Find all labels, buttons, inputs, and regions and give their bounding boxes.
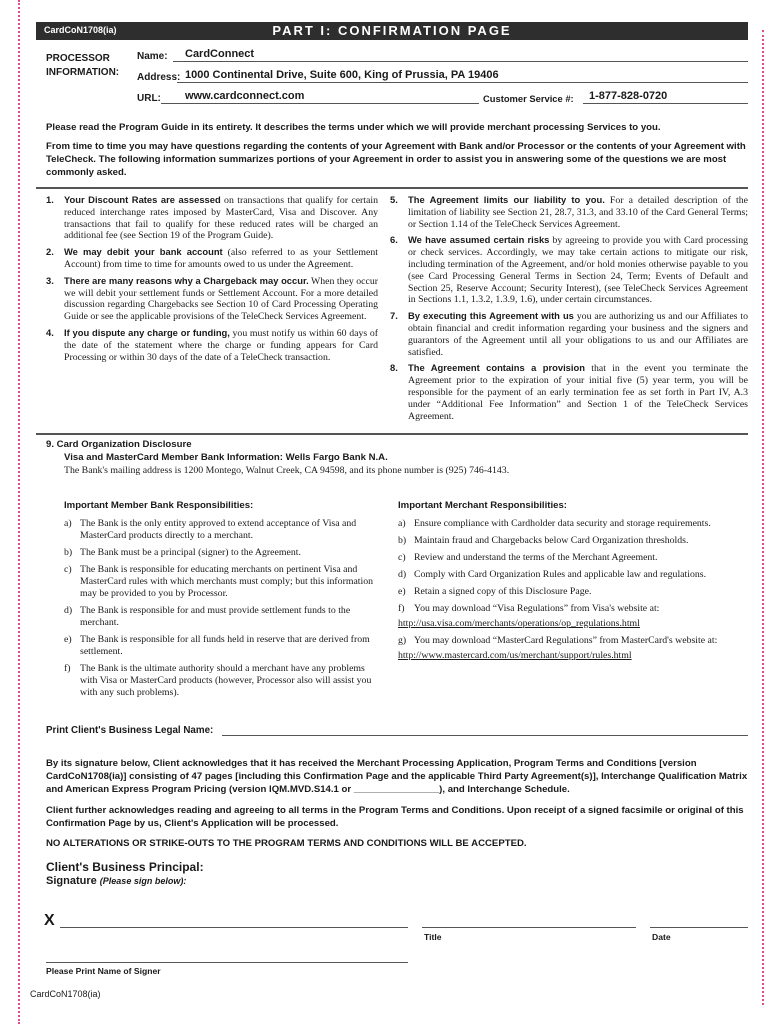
list-item: e) Retain a signed copy of this Disclosure Page. bbox=[398, 586, 592, 597]
header-bar bbox=[36, 22, 748, 40]
title-field[interactable] bbox=[422, 927, 636, 928]
address-value: 1000 Continental Drive, Suite 600, King of Prussia, PA 19406 bbox=[185, 69, 499, 81]
signature-label: Signature (Please sign below): bbox=[46, 875, 187, 887]
card-organization-disclosure bbox=[46, 438, 750, 477]
processor-url-row bbox=[137, 90, 748, 104]
title-label: Title bbox=[424, 932, 442, 942]
list-item: a) The Bank is the only entity approved to extend acceptance of Visa and MasterCard products directly to a merchant. bbox=[64, 518, 357, 541]
client-legal-name-row bbox=[46, 722, 748, 736]
print-name-field[interactable] bbox=[46, 962, 408, 963]
intro-paragraph-2: From time to time you may have questions regarding the contents of your Agreement with Bank and/or Processor or the contents of your Agreement with TeleCheck. The following information summarizes portions of your Agreement in order to assist you in answering some of the questions we are most commonly asked. bbox=[46, 141, 746, 178]
list-item: 1. Your Discount Rates are assessed on transactions that qualify for certain reduced interchange rates imposed by MasterCard, Visa and Discover. Any transactions that fail to qualify for these reduced rates will be charged an additional fee (see Section 19 of the Program Guide). bbox=[46, 194, 378, 242]
print-name-label: Please Print Name of Signer bbox=[46, 966, 161, 976]
list-item: d) Comply with Card Organization Rules and applicable law and regulations. bbox=[398, 569, 707, 580]
mastercard-regulations-link[interactable]: http://www.mastercard.com/us/merchant/support/rules.html bbox=[398, 650, 632, 661]
items-left-column bbox=[46, 194, 378, 367]
name-field[interactable] bbox=[173, 47, 748, 62]
merchant-responsibilities bbox=[398, 500, 748, 662]
list-item: 2. We may debit your bank account (also referred to as your Settlement Account) from time to time for amounts owed to us under the Agreement. bbox=[46, 246, 378, 270]
url-label: URL: bbox=[137, 93, 161, 104]
processor-name-row bbox=[137, 48, 748, 62]
client-legal-name-label: Print Client's Business Legal Name: bbox=[46, 725, 214, 736]
acknowledgement-paragraph-1: By its signature below, Client acknowledges that it has received the Merchant Processing Application, Program Terms and Conditions [version CardCoN1708(ia)] consisting of 47 pages [including this Confirmation Page and the applicable Third Party Agreement(s)], Interchange Qualification Matrix and American Express Program Pricing (version IQM.MVD.S14.1 or ________________), and Interchange Schedule. bbox=[46, 758, 748, 795]
divider bbox=[36, 433, 748, 435]
signature-x-mark: X bbox=[44, 912, 55, 929]
list-item: c) The Bank is responsible for educating merchants on pertinent Visa and MasterCard rules with which merchants must comply; but this information may be provided to you by Processor. bbox=[64, 564, 374, 599]
list-item: a) Ensure compliance with Cardholder data security and storage requirements. bbox=[398, 518, 711, 529]
list-item: 7. By executing this Agreement with us you are authorizing us and our Affiliates to obtain financial and credit information regarding your business and the signers and guarantors of the Agreement until all your obligations to us and our Affiliates are satisfied. bbox=[390, 310, 748, 358]
list-item: e) The Bank is responsible for all funds held in reserve that are derived from settlement. bbox=[64, 634, 370, 657]
no-alterations-notice: NO ALTERATIONS OR STRIKE-OUTS TO THE PROGRAM TERMS AND CONDITIONS WILL BE ACCEPTED. bbox=[46, 838, 527, 849]
list-item: 4. If you dispute any charge or funding, you must notify us within 60 days of the date of the statement where the charge or funding appears for Card Processing or within 30 days of the date of a TeleCheck transaction. bbox=[46, 326, 378, 363]
form-code: CardCoN1708(ia) bbox=[44, 25, 117, 35]
name-label: Name: bbox=[137, 51, 168, 62]
list-item: 6. We have assumed certain risks by agreeing to provide you with Card processing or check services. Accordingly, we may take certain actions to mitigate our risk, including termination of the Agreement, and/or hold monies otherwise payable to you (see Card Processing General Terms in Section 24, Term; Events of Default and Section 25, Reserve Account; Security Interest), (see TeleCheck Services Agreement in Sections 1.1, 1.3.2, 1.3.9, 1.6), under certain circumstances. bbox=[390, 234, 748, 306]
page-title: PART I: CONFIRMATION PAGE bbox=[272, 23, 512, 38]
perforation-left bbox=[18, 0, 20, 1024]
list-item: b) Maintain fraud and Chargebacks below Card Organization thresholds. bbox=[398, 535, 689, 546]
list-item: c) Review and understand the terms of the Merchant Agreement. bbox=[398, 552, 658, 563]
bank-responsibilities-heading: Important Member Bank Responsibilities: bbox=[64, 500, 254, 511]
intro-paragraph-1: Please read the Program Guide in its entirety. It describes the terms under which we will provide merchant processing Services to you. bbox=[46, 122, 661, 133]
client-legal-name-field[interactable] bbox=[222, 721, 748, 736]
acknowledgement-paragraph-2: Client further acknowledges reading and agreeing to all terms in the Program Terms and Conditions. Upon receipt of a signed facsimile or original of this Confirmation Page by us, Client's Application will be processed. bbox=[46, 805, 744, 829]
list-item: 8. The Agreement contains a provision that in the event you terminate the Agreement prior to the expiration of your initial five (5) year term, you will be responsible for the payment of an early termination fee as set forth in Part IV, A.3 under “Additional Fee Information” and Section 1 of the TeleCheck Services Agreement. bbox=[390, 362, 748, 422]
bank-responsibilities bbox=[64, 500, 380, 704]
bank-address: The Bank's mailing address is 1200 Montego, Walnut Creek, CA 94598, and its phone number is (925) 746-4143. bbox=[64, 465, 510, 476]
address-label: Address: bbox=[137, 72, 181, 83]
list-item: b) The Bank must be a principal (signer) to the Agreement. bbox=[64, 547, 301, 558]
list-item: g) You may download “MasterCard Regulations” from MasterCard's website at: bbox=[398, 635, 718, 646]
list-item: d) The Bank is responsible for and must provide settlement funds to the merchant. bbox=[64, 605, 351, 628]
divider bbox=[36, 187, 748, 189]
url-value: www.cardconnect.com bbox=[185, 90, 305, 102]
footer-form-code: CardCoN1708(ia) bbox=[30, 989, 101, 999]
merchant-responsibilities-heading: Important Merchant Responsibilities: bbox=[398, 500, 567, 511]
visa-regulations-link[interactable]: http://usa.visa.com/merchants/operations/op_regulations.html bbox=[398, 618, 640, 629]
list-item: f) The Bank is the ultimate authority should a merchant have any problems with Visa or MasterCard products (however, Processor also will assist you with any such problems). bbox=[64, 663, 372, 698]
processor-address-row bbox=[137, 69, 748, 83]
section-9-heading: 9. Card Organization Disclosure bbox=[46, 439, 192, 450]
list-item: f) You may download “Visa Regulations” from Visa's website at: bbox=[398, 603, 660, 614]
list-item: 3. There are many reasons why a Chargeback may occur. When they occur we will debit your settlement funds or Settlement Account. For a more detailed discussion regarding Chargebacks see Section 10 of Card Processing Operating Guide or see the applicable provisions of the TeleCheck Services Agreement. bbox=[46, 274, 379, 323]
signature-field[interactable] bbox=[60, 927, 408, 928]
processor-section-label: PROCESSOR INFORMATION: bbox=[46, 53, 120, 78]
date-field[interactable] bbox=[650, 927, 748, 928]
perforation-right bbox=[762, 30, 764, 1005]
customer-service-label: Customer Service #: bbox=[483, 93, 574, 104]
customer-service-value: 1-877-828-0720 bbox=[589, 90, 668, 102]
name-value: CardConnect bbox=[185, 48, 255, 60]
member-bank-line: Visa and MasterCard Member Bank Information: Wells Fargo Bank N.A. bbox=[64, 452, 388, 463]
date-label: Date bbox=[652, 932, 671, 942]
items-right-column bbox=[390, 194, 748, 426]
client-business-principal-label: Client's Business Principal: bbox=[46, 860, 204, 874]
list-item: 5. The Agreement limits our liability to you. For a detailed description of the limitation of liability see Section 21, 28.7, 31.3, and 33.10 of the Card General Terms; or Section 1.14 of the TeleCheck Services Agreement. bbox=[390, 194, 748, 230]
